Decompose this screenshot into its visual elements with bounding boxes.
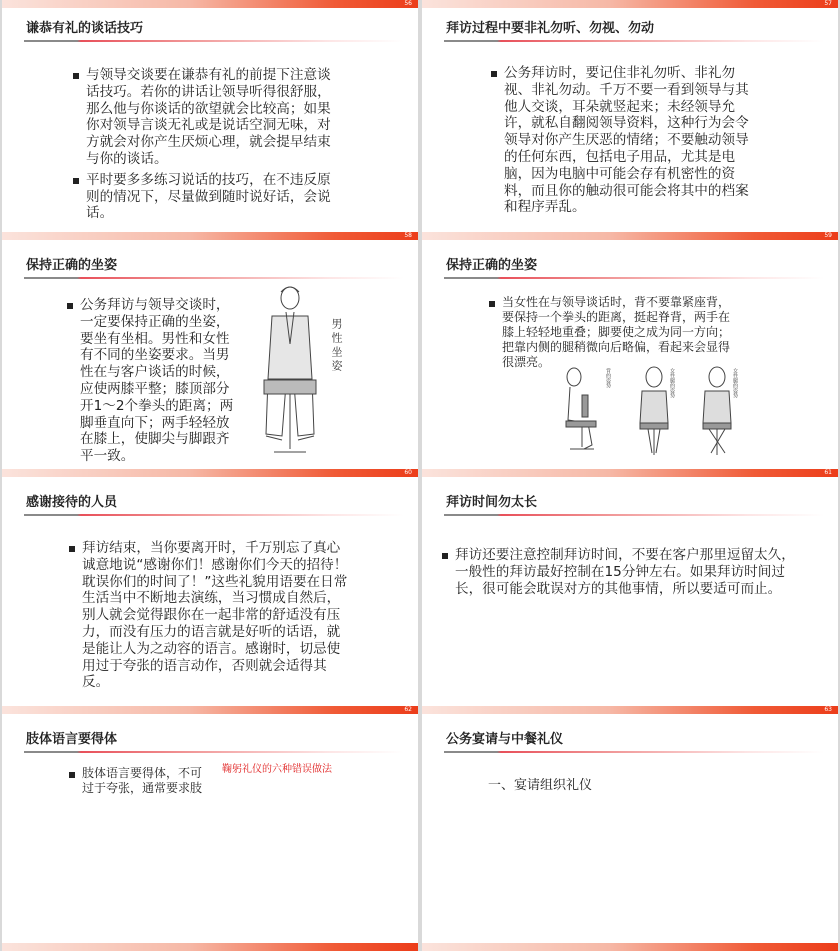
- bullet-list: [504, 65, 756, 216]
- slide-title: 拜访时间勿太长: [446, 495, 538, 510]
- slide-58[interactable]: [2, 3, 418, 240]
- slide-63[interactable]: [422, 477, 838, 714]
- bullet-item: 公务拜访时，要记住非礼勿听、非礼勿视、非礼勿动。千万不要一看到领导与其他人交谈，耳朵就竖起来；未经领导允许，就私自翻阅领导资料，这种行为会令领导对你产生厌恶的情绪；不要触动领导的任何东西，包括电子用品，尤其是电脑，因为电脑中可能会存有机密性的资料，而且你的触动很可能会将其中的档案和程序弄乱。: [504, 65, 756, 216]
- bullet-list: [80, 297, 234, 465]
- title-divider: [444, 40, 824, 42]
- title-divider: [24, 514, 404, 516]
- title-divider: [444, 514, 824, 516]
- bullet-item: 当女性在与领导谈话时，背不要靠紧座背，要保持一个拳头的距离，挺起脊背，两手在膝上轻轻地重叠；脚要使之成为同一方向；把靠内侧的腿稍微向后略偏，看起来会显得很漂亮。: [502, 295, 734, 370]
- seated-man-illustration: [260, 284, 320, 464]
- slide-61[interactable]: [422, 240, 838, 477]
- slide-title: 谦恭有礼的谈话技巧: [26, 21, 144, 36]
- bullet-item: 拜访结束，当你要离开时，千万别忘了真心诚意地说“感谢你们！感谢你们今天的招待！耽误你们的时间了！”这些礼貌用语要在日常生活当中不断地去演练，当习惯成自然后，别人就会觉得跟你在一起非常的舒适没有压力，而没有压力的语言就是好听的话语，就是能让人为之动容的语言。感谢时，切忌使用过于夸张的语言动作，否则就会适得其反。: [82, 540, 348, 691]
- title-divider: [24, 40, 404, 42]
- slide-number: 56: [404, 0, 412, 7]
- bullet-item: 平时要多多练习说话的技巧，在不违反原则的情况下，尽量做到随时说好话，会说话。: [86, 172, 338, 222]
- bullet-item: 与领导交谈要在谦恭有礼的前提下注意谈话技巧。若你的讲话让领导听得很舒服，那么他与你谈话的欲望就会比较高；如果你对领导言谈无礼或是说话空洞无味，对方就会对你产生厌烦心理，就会提早结束与你的谈话。: [86, 67, 338, 168]
- bullet-item: 拜访还要注意控制拜访时间，不要在客户那里逗留太久，一般性的拜访最好控制在15分钟左右。如果拜访时间过长，很可能会耽误对方的其他事情，所以要适可而止。: [455, 547, 807, 597]
- slide-number: 61: [824, 469, 832, 476]
- seated-woman-crossed-legs-illustration: [697, 365, 737, 460]
- slide-title: 肢体语言要得体: [26, 732, 118, 747]
- bullet-list: [86, 67, 338, 222]
- slide-number: 63: [824, 706, 832, 713]
- slide-60[interactable]: [2, 240, 418, 477]
- bullet-item: 肢体语言要得体，不可过于夸张，通常要求肢: [82, 766, 212, 796]
- figure-caption: 女性腿的姿势: [732, 368, 738, 398]
- slide-59[interactable]: [422, 3, 838, 240]
- title-divider: [444, 751, 824, 753]
- figure-caption: 鞠躬礼仪的六种错误做法: [222, 764, 332, 775]
- title-divider: [24, 751, 404, 753]
- seated-woman-front-illustration: [634, 365, 674, 460]
- slide-number: 60: [404, 469, 412, 476]
- section-heading: 一、宴请组织礼仪: [488, 778, 593, 793]
- slide-62[interactable]: [2, 477, 418, 714]
- figure-caption: 男性坐姿: [330, 318, 343, 374]
- slide-title: 拜访过程中要非礼勿听、勿视、勿动: [446, 21, 655, 36]
- bullet-list: [82, 766, 212, 796]
- slide-56-partial: [2, 0, 418, 8]
- slide-number: 58: [404, 232, 412, 239]
- slide-title: 感谢接待的人员: [26, 495, 118, 510]
- bullet-list: [455, 547, 807, 597]
- slide-number: 62: [404, 706, 412, 713]
- slide-title: 公务宴请与中餐礼仪: [446, 732, 564, 747]
- figure-caption: 背的姿势: [605, 368, 611, 388]
- bullet-list: [502, 295, 734, 370]
- bullet-item: 公务拜访与领导交谈时，一定要保持正确的坐姿，要坐有坐相。男性和女性有不同的坐姿要求。当男性在与客户谈话的时候，应使两膝平整；膝顶部分开1～2个拳头的距离；两脚垂直向下；两手轻轻放在膝上，使脚尖与脚跟齐平一致。: [80, 297, 234, 465]
- seated-woman-side-illustration: [552, 365, 602, 455]
- slide-title: 保持正确的坐姿: [446, 258, 538, 273]
- bullet-list: [82, 540, 348, 691]
- figure-caption: 女性腿的姿势: [669, 368, 675, 398]
- title-divider: [444, 277, 824, 279]
- slide-number: 59: [824, 232, 832, 239]
- slide-number: 57: [824, 0, 832, 7]
- slide-65[interactable]: [422, 714, 838, 951]
- slide-57-partial: [422, 0, 838, 8]
- slide-title: 保持正确的坐姿: [26, 258, 118, 273]
- slide-64[interactable]: [2, 714, 418, 951]
- title-divider: [24, 277, 404, 279]
